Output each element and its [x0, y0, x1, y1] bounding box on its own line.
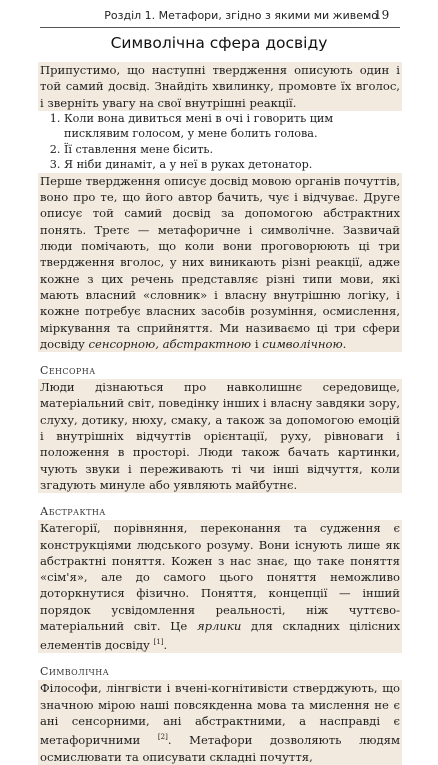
explanation-end: . — [342, 336, 347, 351]
list-item: 1. Коли вона дивиться мені в очі і говорить цим писклявим голосом, у мене болить голова. — [64, 111, 400, 142]
explanation-text: Перше твердження описує досвід мовою органів почуттів, воно про те, що його автор бачить, чує і відчуває. Друге описує той самий досвід за допомогою абстрактних понять. Третє — метафоричне і символічне. Зазвичай люди помічають, що коли вони проговорюють ці три твердження вголос, у них виникають різні реакції, адже кожне з цих речень представляє різні типи мови, які мають власний «словник» і власну внутрішню логіку, і кожне потребує власних засобів розуміння, осмислення, міркування та сприйняття. Ми називаємо ці три сфери досвіду — [40, 173, 400, 351]
symbolic-tail: . Метафори дозволяють людям осмислювати та описувати складні почуття, — [40, 733, 400, 764]
intro-paragraph: Припустимо, що наступні твердження описують один і той самий досвід. Знайдіть хвилинку, промовте їх вголос, і зверніть увагу на свої внутрішні реакції. — [40, 63, 400, 110]
abstract-end: . — [163, 638, 168, 653]
subheading-sensory: Сенсорна — [40, 364, 96, 378]
footnote-ref[interactable]: [1] — [153, 638, 164, 647]
list-item: 3. Я ніби динаміт, а у неї в руках детонатор. — [64, 157, 400, 173]
explanation-emphasis-1: сенсорною, абстрактною — [88, 336, 252, 351]
abstract-text: Категорії, порівняння, переконання та судження є конструкціями людського розуму. Вони існують лише як абстрактні поняття. Кожен з нас знає, що таке поняття «сім'я», але до самого цього поняття неможливо доторкнутися фізично. Поняття, концепції — інший порядок усвідомлення реальності, ніж чуттєво-матеріальний світ. Це — [40, 521, 400, 634]
subheading-abstract: Абстрактна — [40, 505, 106, 519]
abstract-tail: для складних цілісних елементів досвіду — [40, 619, 401, 653]
footnote-ref[interactable]: [2] — [157, 733, 168, 742]
page-number: 19 — [374, 8, 390, 22]
sensory-paragraph: Люди дізнаються про навколишнє середовище, матеріальний світ, поведінку інших і власну завдяки зору, слуху, дотику, нюху, смаку, а також за допомогою емоцій і внутрішніх відчуттів орієнтації, руху, рівноваги і положення в просторі. Люди також бачать картинки, чують звуки і переживають ті чи інші відчуття, коли згадують минуле або уявляють майбутнє. — [40, 380, 400, 492]
abstract-paragraph — [38, 520, 402, 653]
list-item: 2. Її ставлення мене бісить. — [64, 142, 400, 158]
subheading-symbolic: Символічна — [40, 665, 110, 679]
explanation-emphasis-2: символічною — [262, 336, 343, 351]
explanation-paragraph — [38, 173, 402, 352]
running-title: Розділ 1. Метафори, згідно з якими ми живемо — [104, 9, 378, 22]
explanation-and: і — [254, 336, 259, 351]
section-title: Символічна сфера досвіду — [110, 34, 328, 52]
symbolic-text: Філософи, лінгвісти і вчені-когнітивісти стверджують, що значною мірою наші повсякденна мова та мислення не є ані сенсорними, ані абстрактними, а насправді є метафоричними — [40, 681, 400, 748]
abstract-emphasis: ярлики — [196, 619, 242, 634]
symbolic-paragraph — [38, 680, 402, 764]
page-body — [40, 62, 400, 765]
running-header — [0, 0, 438, 30]
header-rule — [40, 27, 400, 28]
statements-list — [40, 111, 400, 173]
